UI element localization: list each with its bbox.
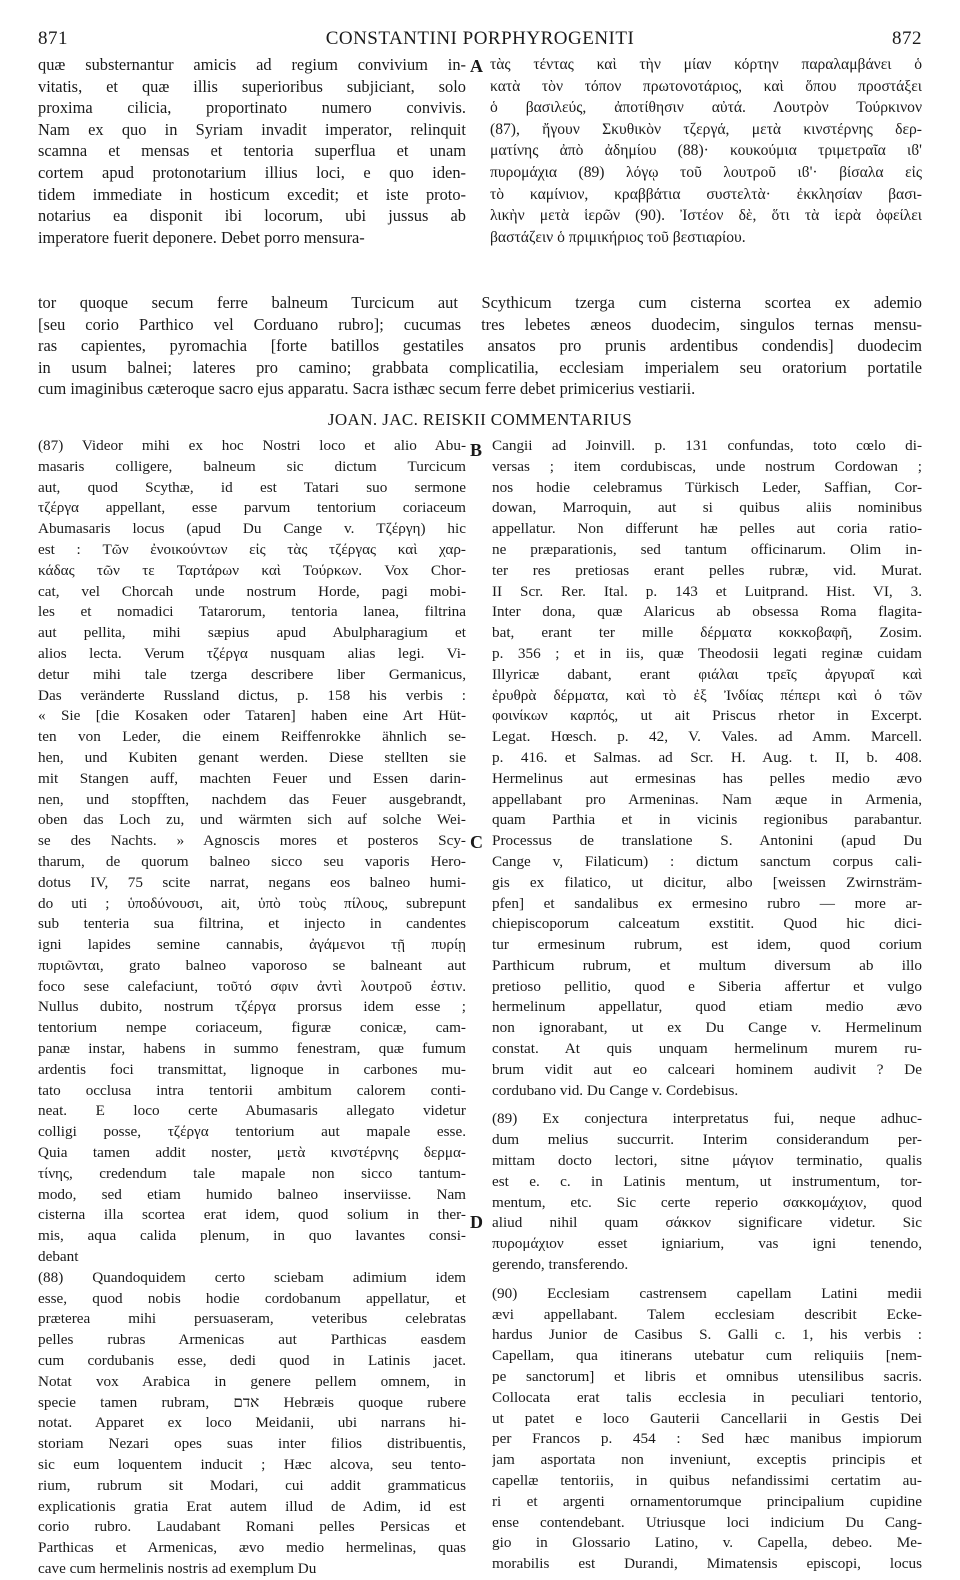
text-line: (88) Quandoquidem certo sciebam adimium idem xyxy=(38,1268,466,1286)
text-line: igni lapides semine cannabis, ἀγάμενοι τῇ πυρίῃ xyxy=(38,936,466,954)
text-line: (87) Videor mihi ex hoc Nostri loco et alio Abu- xyxy=(38,436,466,454)
text-line: est e. c. in Latinis mentum, ut instrumentum, tor- xyxy=(492,1172,922,1190)
text-line: aut, quod Scythæ, id est Tatari suo sermone xyxy=(38,478,466,496)
text-line: foco sese calefaciunt, τοῦτό σφιν ἀντὶ λουτροῦ ἐστιν. xyxy=(38,977,466,995)
commentary-title: JOAN. JAC. REISKII COMMENTARIUS xyxy=(327,409,633,429)
text-line: Inter dona, quæ Alaricus ab obsessa Roma flagita- xyxy=(492,603,922,621)
text-line: panæ instar, habens in summo fenestram, quæ fumum xyxy=(38,1040,466,1058)
text-line: Nam ex quo in Syriam invadit imperator, relinquit xyxy=(38,119,466,139)
text-line: Collocata erat talis ecclesia in peculiari tentorio, xyxy=(492,1388,922,1406)
text-line: nen, und stopfften, nachdem das Feuer ausgebrandt, xyxy=(38,790,466,808)
text-line: esse, quod nobis hodie cordobanum appellatur, et xyxy=(38,1289,466,1307)
commentary-right-column xyxy=(492,436,922,1575)
page-header xyxy=(38,18,922,54)
text-line: quæ substernantur amicis ad regium convivium in- xyxy=(38,55,466,74)
text-line: Illyricæ dabant, erant φιάλαι τρεῖς ἀργυραῖ καὶ xyxy=(492,665,922,683)
text-line: II Scr. Rer. Ital. p. 143 et Luitprand. Hist. VI, 3. xyxy=(492,582,922,600)
text-line: tentorium nempe coriaceum, figuræ conicæ, cam- xyxy=(38,1019,466,1037)
text-line: quam Parthia et in vicinis regionibus parabantur. xyxy=(492,811,922,829)
text-line: cortem apud protonotarium illius loci, e quo iden- xyxy=(38,162,466,182)
text-line: jam asportata non inveniunt, exceptis principis et xyxy=(492,1451,922,1469)
text-line: non ignorabant, ut ex Du Cange v. Hermelinum xyxy=(492,1019,922,1037)
text-line: les et nomadici Tatarorum, tentoria lanea, filtrina xyxy=(38,603,466,621)
paragraph-gap xyxy=(492,1276,922,1284)
text-line: Processus de translatione S. Antonini (apud Du xyxy=(492,832,922,850)
text-line: nos hodie celebramus Türkisch Leder, Saffian, Cor- xyxy=(492,478,922,496)
text-line: detur mihi tale tzerga describere liber Germanicus, xyxy=(38,665,466,683)
text-line: tor quoque secum ferre balneum Turcicum aut Scythicum tzerga cum cisterna scortea ex ademio xyxy=(38,293,922,312)
text-line: notat. Apparet ex loco Meidanii, ubi narrans hi- xyxy=(38,1414,466,1432)
text-line: mittam docto lectori, sitne μάγιον terminatio, qualis xyxy=(492,1152,922,1170)
text-line: ut patet e loco Gauterii Cancellarii in Gestis Dei xyxy=(492,1409,922,1427)
text-line: debant xyxy=(38,1248,79,1266)
text-line: rium, rubrum sit Modari, cui addit grammaticus xyxy=(38,1476,466,1494)
text-line: κάδας τῶν τε Ταρτάρων καὶ Τούρκων. Vox Chor- xyxy=(38,561,466,579)
text-line: ense contendebant. Utriusque loci indicium Du Cang- xyxy=(492,1513,922,1531)
text-line: masaris colligere, balneum sic dictum Turcicum xyxy=(38,457,466,475)
text-line: hermelinum appellatur, quod etiam medio ævo xyxy=(492,998,922,1016)
text-line: πυρομάχια (89) λόγῳ τοῦ λουτροῦ ιϐ'· βίσαλα εἰς xyxy=(490,163,922,181)
text-line: aliud nihil quam σάκκον significare videtur. Sic xyxy=(492,1214,922,1232)
running-title: CONSTANTINI PORPHYROGENITI xyxy=(325,28,635,49)
text-line: Nullus dubito, nostrum τζέργα prorsus idem esse ; xyxy=(38,998,466,1016)
text-line: sub tenteria sua filtrina, et injecto in candentes xyxy=(38,915,466,933)
text-line: cat, vel Chorcah unde nostrum Horde, pagi mobi- xyxy=(38,582,466,600)
text-line: gio in Glossario Latino, v. Capella, debeo. Me- xyxy=(492,1534,922,1552)
text-line: aut pellita, mihi sæpius apud Abulpharagium et xyxy=(38,624,466,642)
text-line: τίνης, credendum tale mapale non sicco tantum- xyxy=(38,1164,466,1182)
text-line: cordubano vid. Du Cange v. Cordebisus. xyxy=(492,1081,739,1099)
text-line: colligi posse, τζέργα tentorium aut mapale esse. xyxy=(38,1123,466,1141)
text-line: brum vidit aut eo calceari hominem audivit ? De xyxy=(492,1060,922,1078)
text-line: per Francos p. 454 : Sed hæc manibus impiorum xyxy=(492,1430,922,1448)
text-line: tur ermesinum rubrum, est idem, quod corium xyxy=(492,936,922,954)
text-line: neat. E loco certe Abumasaris allegato videtur xyxy=(38,1102,466,1120)
text-line: τὸ καμίνιον, κραββάτια συστελτὰ· ἐκκλησίαν βασι- xyxy=(490,185,922,203)
text-line: cisterna illa scortea erat idem, quod solium in ther- xyxy=(38,1206,466,1224)
text-line: vitatis, et quæ illis superioribus subjiciant, solo xyxy=(38,76,466,96)
text-line: storiam Nezari opes suas inter filios distribuentis, xyxy=(38,1435,466,1453)
commentary-section xyxy=(38,436,922,1577)
text-line: Parthicas et Armenicas, ævo medio hermelinas, quas xyxy=(38,1539,466,1557)
text-line: Hermelinus aut ermesinas has pelles medio ævo xyxy=(492,769,922,787)
latin-column xyxy=(38,54,466,248)
text-line: (90) Ecclesiam castrensem capellam Latini medii xyxy=(492,1284,922,1302)
text-line: ἐρυθρὰ δέρματα, καὶ τὸ ἐξ Ἰνδίας πέπερι καὶ ὁ τῶν xyxy=(492,686,922,704)
paragraph-gap xyxy=(492,1101,922,1109)
text-line: « Sie [die Kosaken oder Tataren] haben eine Art Hüt- xyxy=(38,707,466,725)
text-line: dotus IV, 75 scite narrat, negans eos balneo humi- xyxy=(38,873,466,891)
text-line: proxima cilicia, proportinato numero convivis. xyxy=(38,98,466,118)
text-line: notarius ea disponit ibi locorum, ubi jussus ab xyxy=(38,206,466,226)
text-line: morabilis est Durandi, Mimatensis episcopi, locus xyxy=(492,1555,922,1573)
text-line: hen, und Kubiten genant werden. Diese stellten sie xyxy=(38,748,466,766)
text-line: ter res pretiosas erant pelles rubræ, vid. Murat. xyxy=(492,561,922,579)
text-line: pelles rubras Armenicas aut Parthicas easdem xyxy=(38,1331,466,1349)
text-line: cum cordubanis esse, dedi quod in Latinis jacet. xyxy=(38,1352,466,1370)
text-line: imperatore fuerit deponere. Debet porro mensura- xyxy=(38,227,365,247)
text-line: corio rubro. Laudabant Romani pelles Persicas et xyxy=(38,1518,466,1536)
text-line: ματίνης ἀπὸ ἀδημίου (88)· κουκούμια τριμετραῖα ιϐ' xyxy=(490,142,922,160)
text-line: in usum balnei; lateres pro camino; grabbata complicatilia, ecclesiam imperialem seu oratorium portatile xyxy=(38,357,922,377)
text-line: modo, sed etiam humido balneo inserviisse. Nam xyxy=(38,1185,466,1203)
text-line: ne præparationis, sed tantum officinarum. Olim in- xyxy=(492,540,922,558)
text-line: constat. At quis unquam hermelinum murem ru- xyxy=(492,1040,922,1058)
text-line: τζέργα appellant, esse parvum tentorium coriaceum xyxy=(38,499,466,517)
text-line: tharum, de quorum balneo sicco seu vaporis Hero- xyxy=(38,852,466,870)
text-line: Abumasaris locus (apud Du Cange v. Τζέργη) hic xyxy=(38,520,466,538)
text-line: alios lecta. Verum τζέργα nusquam alias legi. Vi- xyxy=(38,644,466,662)
page xyxy=(38,18,922,1577)
text-line: Parthicum rubrum, et multum diversum ab illo xyxy=(492,956,922,974)
margin-marker-d: D xyxy=(470,1211,483,1232)
text-line: pe sanctorum] et libris et omnibus utensilibus sacris. xyxy=(492,1368,922,1386)
text-line: versas ; item cordubiscas, unde nostrum Cordowan ; xyxy=(492,457,922,475)
text-line: dum melius succurrit. Interim considerandum per- xyxy=(492,1131,922,1149)
text-line: se des Nachts. » Agnoscis mores et posteros Scy- xyxy=(38,832,466,850)
margin-marker-a: A xyxy=(470,56,483,76)
text-line: capellæ tentoriis, in quibus nefandissimi certatim au- xyxy=(492,1472,922,1490)
text-line: Das veränderte Russland dictus, p. 158 his verbis : xyxy=(38,686,466,704)
text-line: p. 356 ; et in iis, quæ Theodosii legati reginæ cuidam xyxy=(492,644,922,662)
text-line: p. 416. et Salmas. ad Scr. H. Aug. t. II, b. 408. xyxy=(492,748,922,766)
text-line: ri et argenti ornamentorumque principalium cupidine xyxy=(492,1492,922,1510)
commentary-left-column xyxy=(38,436,466,1580)
text-line: sic eum loquentem inducit ; Hæc alcova, seu tento- xyxy=(38,1456,466,1474)
text-line: πυρομάχιον esset igniarium, vas igni tenendo, xyxy=(492,1235,922,1253)
text-line: ævi appellabant. Talem ecclesiam describit Ecke- xyxy=(492,1305,922,1323)
text-line: scamna et mensas et tentoria superflua et unam xyxy=(38,141,466,161)
text-line: ras capientes, pyromachia [forte batillos gestatiles ansatos pro prunis ardentibus condendis] duodecim xyxy=(38,336,922,356)
text-line: dowan, Marroquin, aut si quibus aliis nominibus xyxy=(492,499,922,517)
text-line: cum imaginibus cæteroque sacro ejus apparatu. Sacra isthæc secum ferre debet primicerius vestiarii. xyxy=(38,379,696,399)
text-line: pfen] et sandalibus ex ermesino rubro — more ar- xyxy=(492,894,922,912)
text-line: Cangii ad Joinvill. p. 131 confundas, toto cœlo di- xyxy=(492,436,922,454)
text-line: φοινίκων καρπός, ut ait Priscus rhetor in Excerpt. xyxy=(492,707,922,725)
text-line: explicationis gratia Erat autem illud de Adim, id est xyxy=(38,1497,466,1515)
text-line: Quia tamen addit noster, μετὰ κινστέρνης δερμα- xyxy=(38,1144,466,1162)
text-line: bat, erant ter mille δέρματα κοκκοβαφῆ, Zosim. xyxy=(492,624,922,642)
text-line: oben das Loch zu, und wärmten sich auf solche Wei- xyxy=(38,811,466,829)
text-line: Cange v, Filaticum) : dictum sanctum corpus cali- xyxy=(492,852,922,870)
text-line: ardentis foci transmittat, lignoque in carbones mu- xyxy=(38,1060,466,1078)
text-line: gerendo, transferendo. xyxy=(492,1256,629,1274)
text-line: specie tamen rubram, אדם Hebræis quoque rubere xyxy=(38,1393,466,1411)
text-line: tato occlusa intra tentorii ambitum calorem conti- xyxy=(38,1081,466,1099)
latin-continuation xyxy=(38,292,922,400)
text-line: λικὴν μετὰ ἱερῶν (90). Ἰστέον δὲ, ὅτι τὰ ἱερὰ ὀφείλει xyxy=(490,207,922,225)
text-line: πυριῶνται, grato balneo vaporoso se balneant aut xyxy=(38,956,466,974)
text-line: do uti ; ὑποδύνουσι, ait, ὑπὸ τοὺς πίλους, subrepunt xyxy=(38,894,466,912)
text-line: pretioso pellitio, quod e Siberia affertur et vulgo xyxy=(492,977,922,995)
page-number-left: 871 xyxy=(38,28,68,49)
text-line: præterea mihi persuaseram, veteribus celebratas xyxy=(38,1310,466,1328)
text-line: τὰς τέντας καὶ τὴν μίαν κόρτην παραλαμβάνει ὁ xyxy=(490,56,922,73)
margin-marker-b: B xyxy=(470,439,483,460)
text-line: mis, aqua calida plenum, in quo lavantes consi- xyxy=(38,1227,466,1245)
text-line: ten von Leder, die einem Reiffenrokke ähnlich se- xyxy=(38,728,466,746)
text-line: ὁ βασιλεύς, ἀποτίθησιν αὐτά. Λουτρὸν Τούρκινον xyxy=(490,99,922,117)
text-line: est : Τῶν ἐνοικούντων εἰς τὰς τζέργας καὶ χαρ- xyxy=(38,540,466,558)
text-line: gis ex filatico, ut dicitur, albo [weissen Zwirnsträm- xyxy=(492,873,922,891)
text-line: (87), ἤγουν Σκυθικὸν τζεργά, μετὰ κινστέρνης δερ- xyxy=(490,120,922,138)
text-line: (89) Ex conjectura interpretatus fui, neque adhuc- xyxy=(492,1110,922,1128)
text-line: βαστάζειν ὁ πριμικήριος τοῦ βεστιαρίου. xyxy=(490,228,746,246)
text-line: Capellam, qua itinerans utebatur cum reliquiis [nem- xyxy=(492,1347,922,1365)
text-line: mentum, etc. Sic certe reperio σακκομάχιον, quod xyxy=(492,1193,922,1211)
text-line: mit Stangen auff, machten Feuer und Essen darin- xyxy=(38,769,466,787)
page-number-right: 872 xyxy=(892,28,922,49)
text-line: hardus Junior de Casibus S. Galli c. 1, his verbis : xyxy=(492,1326,922,1344)
greek-column xyxy=(490,54,922,248)
text-line: [seu corio Parthico vel Corduano rubro]; cucumas tres lebetes æneos duodecim, singulos ternas mensu- xyxy=(38,314,922,334)
text-line: appellatur. Non differunt hæ pelles aut coria ratio- xyxy=(492,520,922,538)
text-line: Legat. Hœsch. p. 42, V. Vales. ad Amm. Marcell. xyxy=(492,728,922,746)
text-line: κατὰ τὸν τόπον πρωτονοτάριος, καὶ ὅπου προστάξει xyxy=(490,77,922,95)
text-line: chiepiscoporum calceatum exstitit. Quod hic dici- xyxy=(492,915,922,933)
text-section-top xyxy=(38,54,922,292)
text-line: cave cum hermelinis nostris ad exemplum Du xyxy=(38,1560,317,1577)
margin-marker-c: C xyxy=(470,831,483,852)
text-line: appellabant pro Armeninas. Nam æque in Armenia, xyxy=(492,790,922,808)
text-line: tidem immediate in hosticum excedit; et iste proto- xyxy=(38,184,466,204)
text-line: Notat vox Arabica in genere pellem omnem, in xyxy=(38,1372,466,1390)
